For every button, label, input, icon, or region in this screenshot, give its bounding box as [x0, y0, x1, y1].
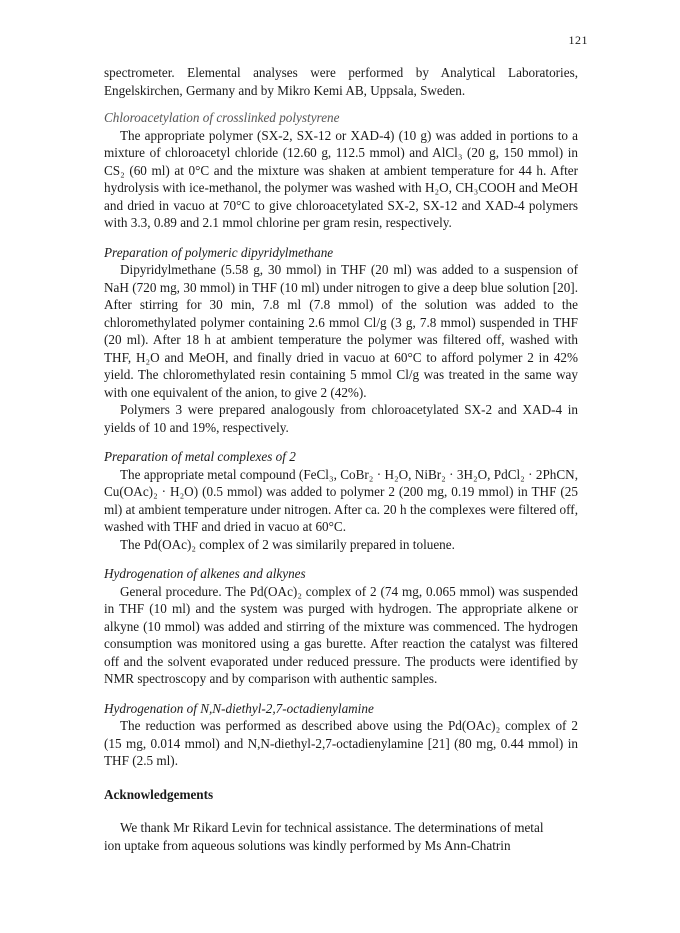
paragraph-acknowledgements: We thank Mr Rikard Levin for technical assistance. The determinations of metal — [120, 820, 544, 835]
paragraph-hydrogenation: General procedure. The Pd(OAc)₂ complex of 2 (74 mg, 0.065 mmol) was suspended in THF (10 ml) and the system was purged with hydrogen. The appropriate alkene or alkyne (10 mmol) was added and stirring of the mixture was commenced. The hydrogen consumption was monitored using a gas burette. After reaction the catalyst was filtered off and the solvent evaporated under reduced pressure. The products were identified by NMR spectroscopy and by comparison with authentic samples. — [104, 583, 578, 686]
paragraph-dipyridylmethane: Dipyridylmethane (5.58 g, 30 mmol) in THF (20 ml) was added to a suspension of NaH (720 mg, 30 mmol) in THF (10 ml) under nitrogen to give a deep blue solution [20]. After stirring for 30 min, 7.8 ml (7.8 mmol) of the solution was added to the chloromethylated polymer containing 2.6 mmol Cl/g (3 g, 7.8 mmol) suspended in THF (20 ml). After 18 h at ambient temperature the polymer was filtered off, washed with THF, H₂O and MeOH, and finally dried in vacuo at 60°C to afford polymer 2 in 42% yield. The chloromethylated resin containing 5 mmol Cl/g was treated in the same way with one equivalent of the anion, to give 2 (42%). — [104, 262, 578, 400]
paragraph-spectrometer: spectrometer. Elemental analyses were performed by Analytical Laboratories, Engelskirchen, Germany and by Mikro Kemi AB, Uppsala, Sweden. — [104, 65, 578, 98]
paragraph-acknowledgements-cut-line: ion uptake from aqueous solutions was kindly performed by Ms Ann-Chatrin — [104, 837, 511, 853]
paragraph-metal-complexes: The appropriate metal compound (FeCl₃, CoBr₂ · H₂O, NiBr₂ · 3H₂O, PdCl₂ · 2PhCN, Cu(OAc)₂ · H₂O) (0.5 mmol) was added to polymer 2 (200 mg, 0.19 mmol) in THF (25 ml) at ambient temperature under nitrogen. After ca. 20 h the complexes were filtered off, washed with THF and dried in vacuo at 60°C. — [104, 466, 578, 534]
page-body — [104, 64, 578, 853]
section-heading-chloroacetylation: Chloroacetylation of crosslinked polystyrene — [104, 110, 340, 125]
paragraph-chloroacetylation: The appropriate polymer (SX-2, SX-12 or XAD-4) (10 g) was added in portions to a mixture of chloroacetyl chloride (12.60 g, 112.5 mmol) and AlCl₃ (20 g, 150 mmol) in CS₂ (60 ml) at 0°C and the mixture was shaken at ambient temperature for 44 h. After hydrolysis with ice-methanol, the polymer was washed with H₂O, CH₃COOH and MeOH and dried in vacuo at 70°C to give chloroacetylated SX-2, SX-12 and XAD-4 polymers with 3.3, 0.89 and 2.1 mmol chlorine per gram resin, respectively. — [104, 127, 578, 230]
section-heading-hydrogenation: Hydrogenation of alkenes and alkynes — [104, 566, 306, 581]
section-heading-dipyridylmethane: Preparation of polymeric dipyridylmethane — [104, 244, 334, 260]
paragraph-polymers-3: Polymers 3 were prepared analogously from chloroacetylated SX-2 and XAD-4 in yields of 10 and 19%, respectively. — [104, 402, 578, 435]
paragraph-pd-complex: The Pd(OAc)₂ complex of 2 was similarily prepared in toluene. — [120, 536, 455, 552]
acknowledgements-heading: Acknowledgements — [104, 786, 214, 802]
page-number: 121 — [568, 33, 588, 47]
section-heading-octadienylamine: Hydrogenation of N,N-diethyl-2,7-octadienylamine — [104, 700, 374, 716]
paragraph-octadienylamine: The reduction was performed as described above using the Pd(OAc)₂ complex of 2 (15 mg, 0.014 mmol) and N,N-diethyl-2,7-octadienylamine [21] (80 mg, 0.44 mmol) in THF (2.5 ml). — [104, 718, 578, 768]
section-heading-metal-complexes: Preparation of metal complexes of 2 — [104, 449, 296, 464]
